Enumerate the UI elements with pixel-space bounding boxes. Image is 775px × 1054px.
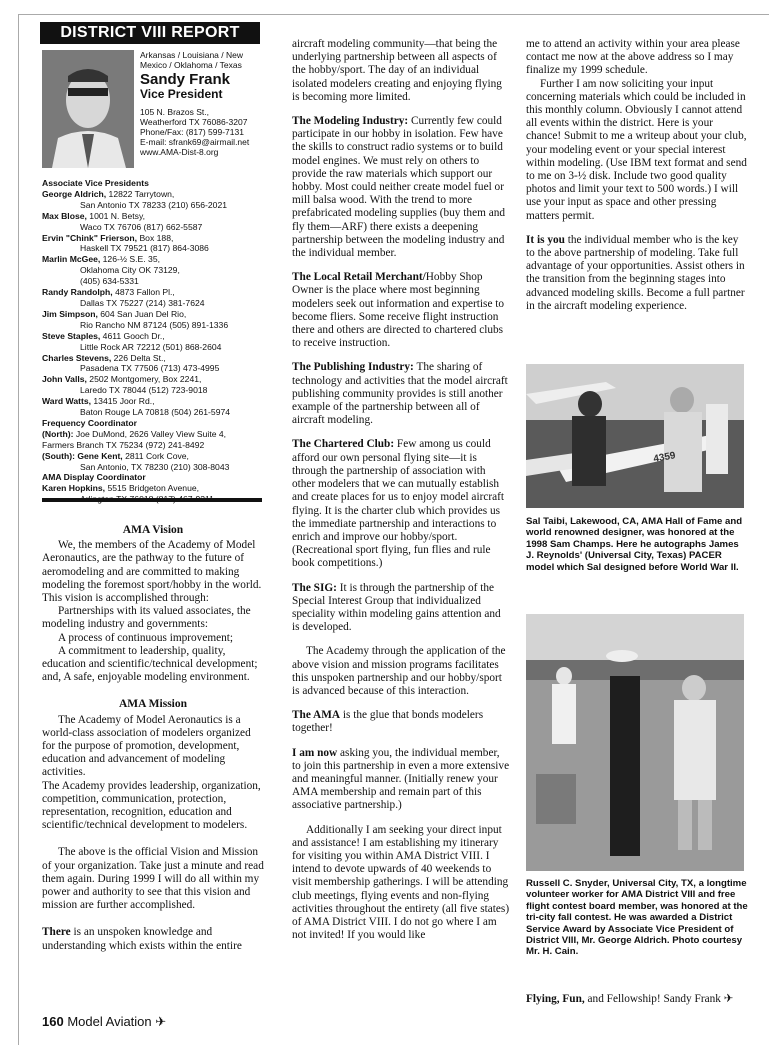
vision-p3: Partnerships with its valued associates, the modeling industry and governments: [42,605,251,631]
signoff: Flying, Fun, and Fellowship! Sandy Frank ✈ [526,993,734,1005]
col2-p2: The Local Retail Merchant/Hobby Shop Owner is the place where most beginning modelers seek out information and expertise to become fliers. Some receive flight instruction there and others are directed to chartered clubs to receive instruction. [292,271,505,350]
vp-phone: Phone/Fax: (817) 599-7131 [140,127,244,137]
col2-p8: I am now asking you, the individual member, to join this partnership in even a more extensive and meaningful manner. (Initially renew your AMA membership and remain part of this associative partnership.) [292,746,510,812]
freq-north: (North): Joe DuMond, 2626 Valley View Suite 4, [42,428,227,439]
mission-p2: The Academy provides leadership, organization, competition, communication, protection, representation, recognition, education and scientific/technical development to modelers. [42,779,261,832]
divider [42,498,262,502]
assoc-entry: Steve Staples, 4611 Gooch Dr., [42,330,165,341]
col2-p0: aircraft modeling community—that being the underlying partnership between all aspects of the hobby/sport. The day of an individual isolated modelers creating and enjoying flying is becoming more limited. [292,38,502,103]
model-number: 4359 [652,450,677,465]
assoc-heading: Associate Vice Presidents [42,178,149,188]
vp-contact [140,50,265,157]
vp-website[interactable]: www.AMA-Dist-8.org [140,147,219,157]
column-2 [292,38,510,953]
assoc-entry: Jim Simpson, 604 San Juan Del Rio, [42,308,187,319]
assoc-entry: Ervin "Chink" Frierson, Box 188, [42,232,174,243]
assoc-entry: Charles Stevens, 226 Delta St., [42,352,166,363]
vision-mission [42,524,264,953]
assoc-entry-line: Laredo TX 78044 (512) 723-9018 [80,385,208,396]
associate-vps [42,178,264,505]
assoc-entry-line: (405) 634-5331 [80,276,139,287]
vision-heading: AMA Vision [122,524,184,536]
photo-russell-snyder [526,614,744,871]
vp-states-line2: Mexico / Oklahoma / Texas [140,60,242,70]
col2-p3: The Publishing Industry: The sharing of technology and activities that the model aircraft publishing community provides is still another example of the partnership between all of aircraft modeling. [292,361,508,427]
vp-name: Sandy Frank [140,71,231,88]
display-coordinator: Karen Hopkins, 5515 Bridgeton Avenue, [42,483,200,494]
col3-p1: Further I am now soliciting your input concerning materials which could be included in this monthly column. Obviously I cannot attend all events within the district. Here is your chance! Submit to me a writeup about your club, your modeling event or your special interest within modeling. (Use IBM text format and send to me on 3-½ disk. Include two good quality photos and limit your text to 500 words.) I will use your input as space and other pressing matters permit. [526,77,747,222]
freq-north-line: Farmers Branch TX 75234 (972) 241-8492 [42,439,205,450]
vp-address1: 105 N. Brazos St., [140,107,209,117]
assoc-entry: Marlin McGee, 126-½ S.E. 35, [42,254,160,265]
assoc-entry: Ward Watts, 13415 Joor Rd., [42,396,155,407]
col2-p4: The Chartered Club: Few among us could afford our own personal flying site—it is through the partnership of association with other modelers that we can mutually establish and create places for us to enjoy model aircraft flying. It is the charter club which provides us the immediate partnership and interactions to enrich and improve our hobby/sport. (Recreational sport flying, fun flies and rule book competitions.) [292,438,505,570]
photo-russell-snyder-image [526,614,744,871]
assoc-entry: John Valls, 2502 Montgomery, Box 2241, [42,374,202,385]
assoc-entry-line: Haskell TX 79521 (817) 864-3086 [80,243,209,254]
col2-p6: The Academy through the application of the above vision and mission programs facilitates this unspoken partnership and our hobby/sport is advanced because of this interaction. [292,645,506,697]
vision-p1: We, the members of the Academy of Model Aeronautics, are the pathway to the future of aeromodeling and are committed to making modeling the foremost sport/hobby in the world. [42,539,262,591]
mission-heading: AMA Mission [118,698,188,711]
page-number: 160 [42,1014,64,1029]
assoc-entry: George Aldrich, 12822 Tarrytown, [42,188,175,199]
col3-p2: It is you the individual member who is the key to the above partnership of modeling. Take full advantage of your opportunities. Assist others in the transition from the beginning stages into advanced modeling skills. Become a full partner in the aircraft modeling experience. [526,233,745,312]
vision-p2: This vision is accomplished through: [42,592,209,605]
assoc-entry-line: Baton Rouge LA 70818 (504) 261-5974 [80,407,231,418]
col2-p5: The SIG: It is through the partnership of the Special Interest Group that individualized speciality within modeling gains attention and is developed. [292,581,501,634]
col2-p9: Additionally I am seeking your direct input and assistance! I am establishing my itinerary for visiting you within AMA District VIII. I intend to devote upwards of 40 weekends to visit membership gatherings. I will be attending club meetings, flying events and non-flying activities throughout the entirety (all five states) of AMA District VIII. I do not go where I am not invited! If you would like [292,823,510,942]
mission-p3: The above is the official Vision and Mission of your organization. Take just a minute and read them again. During 1999 I will do all within my power and authority to see that this vision and mission are further accomplished. [42,846,264,912]
caption-1: Sal Taibi, Lakewood, CA, AMA Hall of Fame and world renowned designer, was honored at the 1998 Sam Champs. Here he autographs James J. Reynolds' (Universal City, Texas) PACER model which Sal designed before World War II. [526,516,743,573]
assoc-entry-line: Dallas TX 75227 (214) 381-7624 [80,297,205,308]
vision-p5: A commitment to leadership, quality, education and scientific/technical development; and, A safe, enjoyable modeling environment. [42,644,258,684]
vp-email[interactable]: E-mail: sfrank69@airmail.net [140,137,250,147]
assoc-entry-line: Waco TX 76706 (817) 662-5587 [80,221,203,232]
assoc-entry-line: San Antonio TX 78233 (210) 656-2021 [80,199,228,210]
freq-south: (South): Gene Kent, 2811 Cork Cove, [42,450,189,461]
col2-p1: The Modeling Industry: Currently few could participate in our hobby in isolation. Few have the skills to construct radio systems or to build model engines. We must rely on others to provide the raw materials which support our hobby. Most could neither create model fuel or mill balsa wood. With the trend to more prefabricated modeling supplies (buy them and fly them—ARF) there exists a deepening partnership between the modeling industry and the individual member. [292,115,506,260]
assoc-entry: Max Blose, 1001 N. Betsy, [42,210,146,221]
assoc-entry-line: Rio Rancho NM 87124 (505) 891-1336 [80,319,229,330]
vision-p4: A process of continuous improvement; [58,631,234,644]
assoc-entry-line: Pasadena TX 77506 (713) 473-4995 [80,363,220,374]
photo-sal-taibi [526,364,744,508]
col2-p7: The AMA is the glue that bonds modelers together! [292,709,484,735]
caption-2: Russell C. Snyder, Universal City, TX, a longtime volunteer worker for AMA District VIII and free flight contest board member, was honored at the tri-city fall contest. He was awarded a District Service Award by Associate Vice President of District VIII, Mr. George Aldrich. Photo courtesy Mr. H. Cain. [526,878,748,958]
page-footer [42,1014,166,1030]
col3-p0: me to attend an activity within your area please contact me now at the above address so I may finalize my 1999 schedule. [526,38,740,77]
vp-portrait [42,50,134,168]
district-banner: DISTRICT VIII REPORT [40,22,260,44]
assoc-entry-line: Oklahoma City OK 73129, [80,265,180,276]
vp-states-line1: Arkansas / Louisiana / New [140,50,243,60]
mission-p4: There is an unspoken knowledge and understanding which exists within the entire [42,926,242,952]
display-heading: AMA Display Coordinator [42,472,146,483]
freq-south-line: San Antonio, TX 78230 (210) 308-8043 [80,461,230,472]
assoc-entry: Randy Randolph, 4873 Fallon Pl., [42,287,175,298]
mission-p1: The Academy of Model Aeronautics is a world-class association of modelers organized for the purpose of promotion, development, education and advancement of modeling activities. [42,713,251,779]
vp-portrait-image [42,50,134,168]
vp-title: Vice President [140,87,223,101]
freq-heading: Frequency Coordinator [42,417,138,428]
photo-sal-taibi-image [526,364,744,508]
vp-address2: Weatherford TX 76086-3207 [140,117,248,127]
column-3 [526,38,748,324]
assoc-entry-line: Little Rock AR 72212 (501) 868-2604 [80,341,222,352]
magazine-name: Model Aviation ✈ [67,1014,167,1029]
